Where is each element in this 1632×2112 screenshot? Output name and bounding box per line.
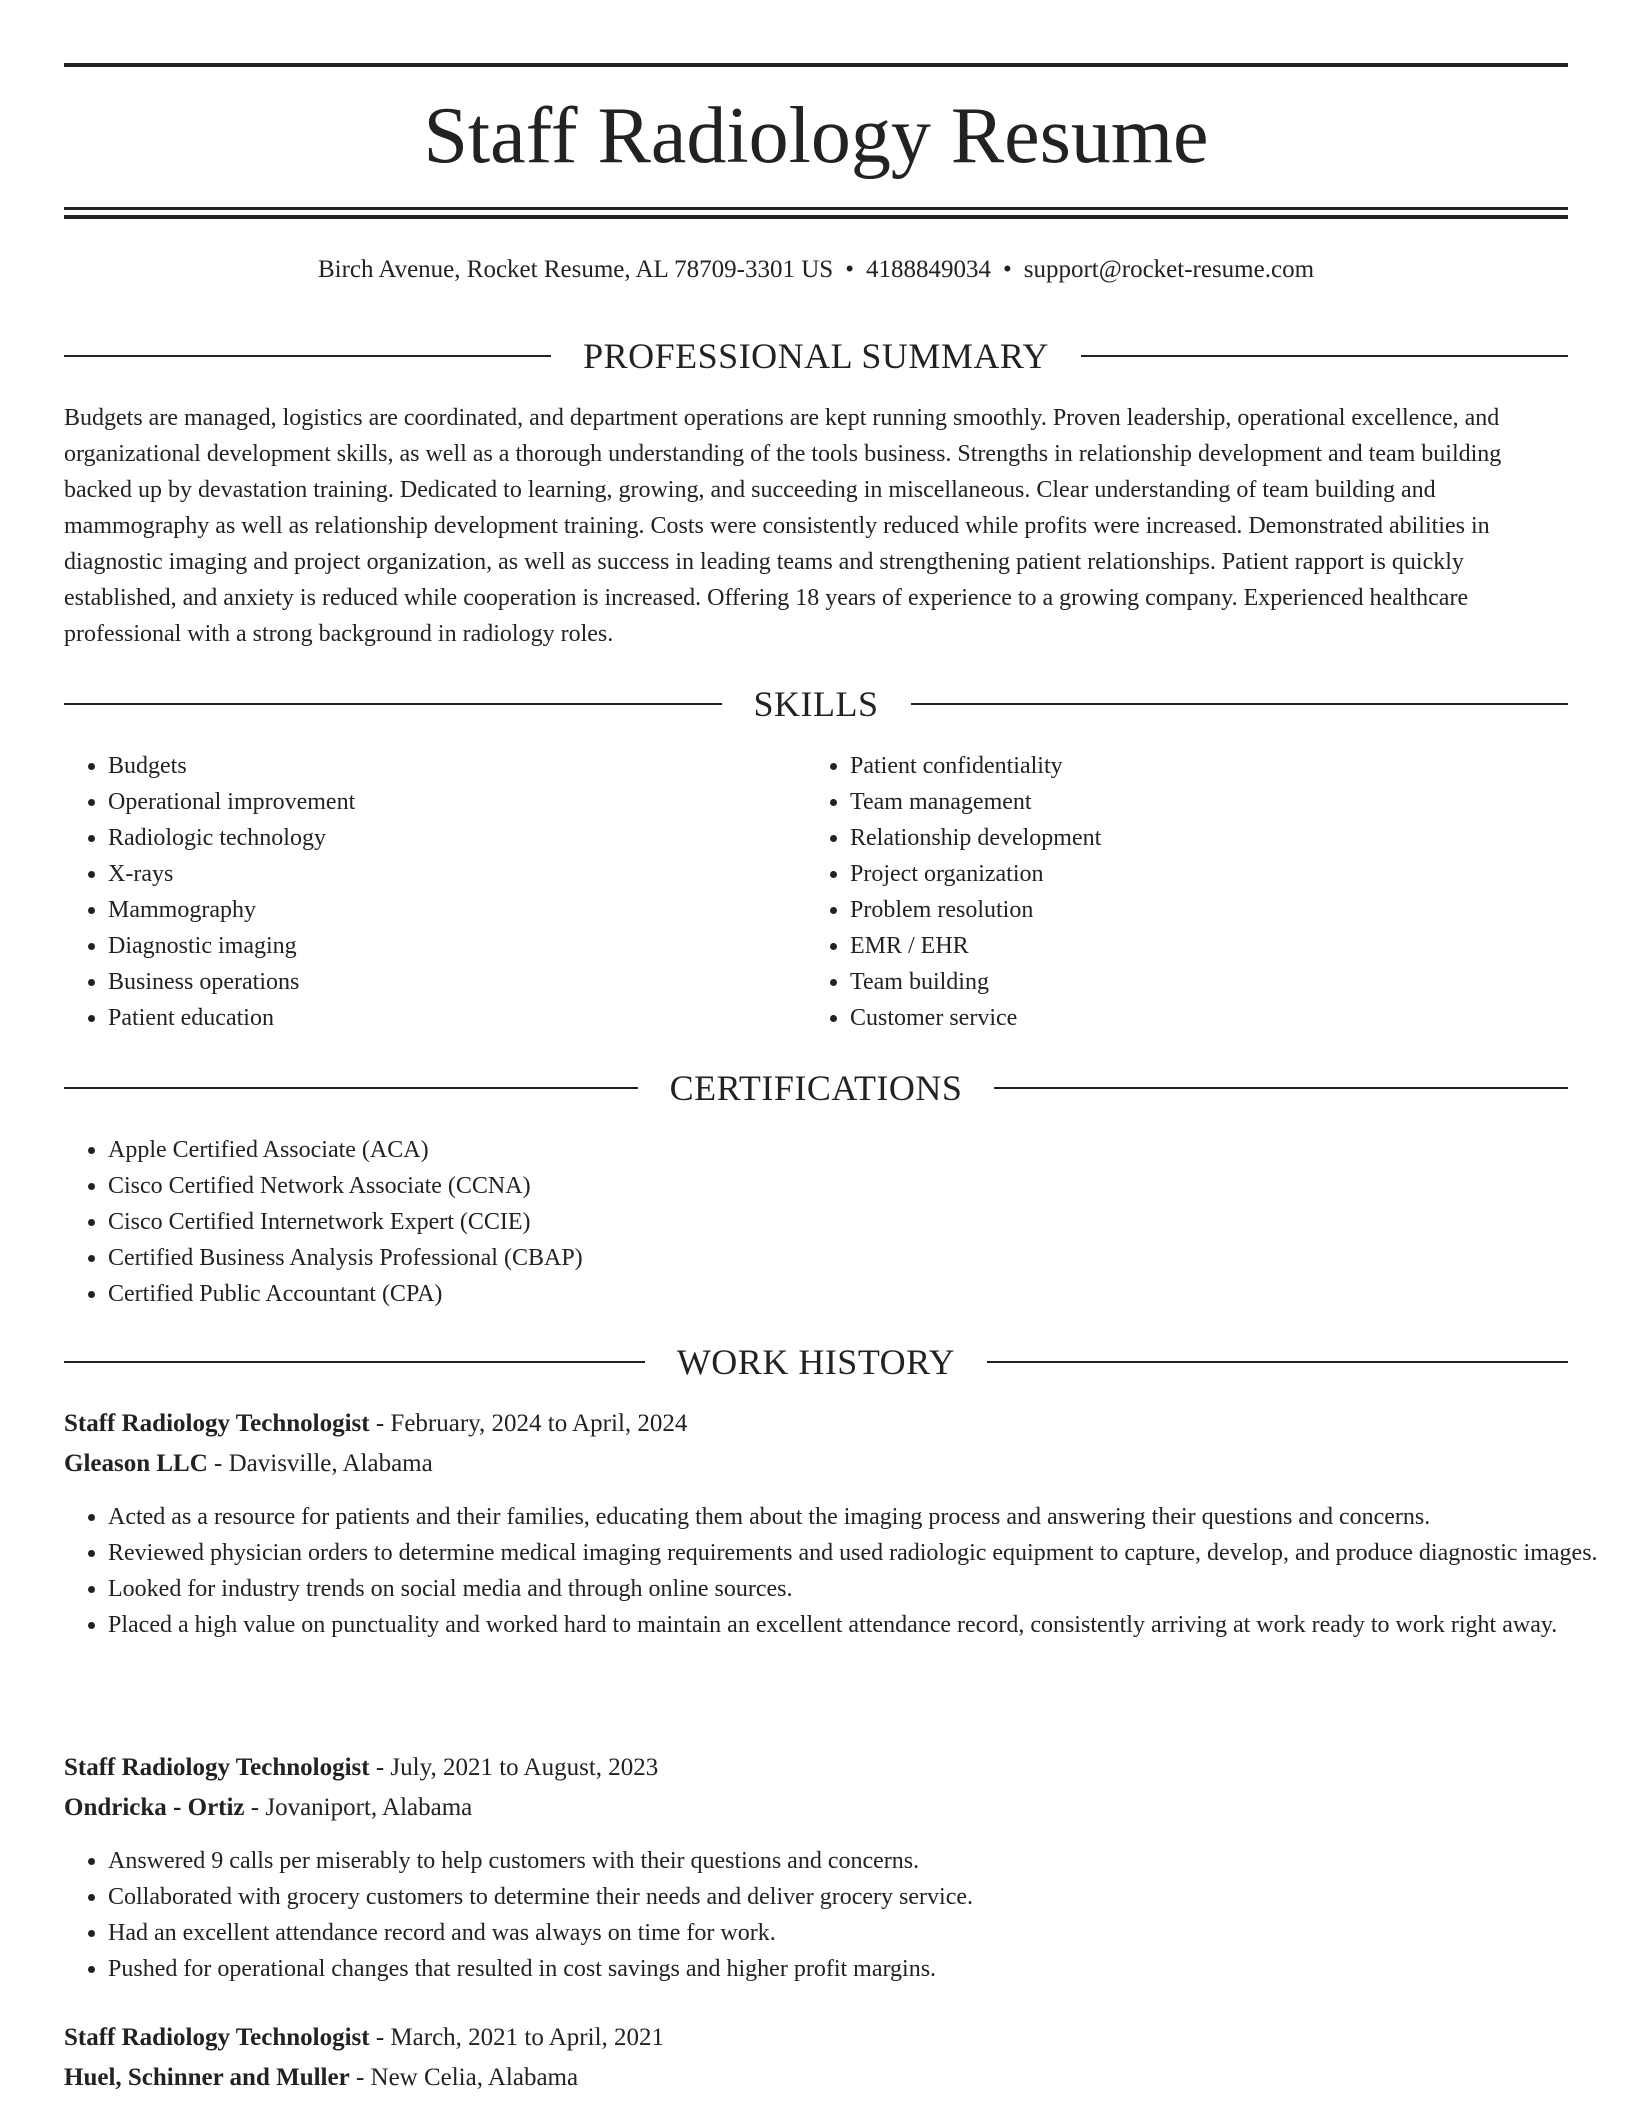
section-heading-certifications [64,1066,1568,1110]
job-company: Huel, Schinner and Muller [64,2064,350,2091]
heading-rule [64,1087,638,1089]
skill-item: • Team management [850,784,1570,820]
heading-rule [64,703,722,705]
job-location: - Jovaniport, Alabama [244,1794,473,1821]
section-title: PROFESSIONAL SUMMARY [583,336,1049,376]
certification-item: • Certified Public Accountant (CPA) [108,1276,1568,1312]
skill-item: • Patient education [108,1000,798,1036]
job-company: Ondricka - Ortiz [64,1794,245,1821]
job-title: Staff Radiology Technologist [64,1754,370,1781]
certification-item: • Certified Business Analysis Professional (CBAP) [108,1240,1568,1276]
job-bullet: • Collaborated with grocery customers to determine their needs and deliver grocery service. [108,1879,1614,1915]
job-bullet: • Placed a high value on punctuality and worked hard to maintain an excellent attendance record, consistently arriving at work ready to work right away. [108,1607,1614,1643]
section-heading-summary [64,334,1568,378]
certification-item: • Cisco Certified Network Associate (CCNA) [108,1168,1568,1204]
contact-separator: • [1002,256,1012,283]
job-bullet: • Acted as a resource for patients and their families, educating them about the imaging process and answering their questions and concerns. [108,1499,1614,1535]
contact-line [0,252,1632,288]
section-heading-skills [64,682,1568,726]
job-company-line [64,1444,1568,1484]
job-bullet: • Answered 9 calls per miserably to help customers with their questions and concerns. [108,1843,1614,1879]
skill-item: • Project organization [850,856,1570,892]
heading-rule [64,355,551,357]
header-top-rule [64,63,1568,67]
header-rule-lower [64,215,1568,219]
job-title: Staff Radiology Technologist [64,2024,370,2051]
contact-separator: • [845,256,854,283]
job-bullets [64,1499,1614,1643]
job-dates: - February, 2024 to April, 2024 [369,1410,688,1437]
heading-rule [64,1361,645,1363]
job-location: - Davisville, Alabama [207,1450,433,1477]
job-bullet: • Pushed for operational changes that resulted in cost savings and higher profit margins. [108,1951,1614,1987]
certification-item: • Cisco Certified Internetwork Expert (CCIE) [108,1204,1568,1240]
job-company: Gleason LLC [64,1450,208,1477]
skill-item: • Team building [850,964,1570,1000]
skill-item: • Mammography [108,892,798,928]
skill-item: • Business operations [108,964,798,1000]
resume-title: Staff Radiology Resume [423,92,1209,180]
certifications-list [64,1132,1568,1312]
professional-summary: Budgets are managed, logistics are coordinated, and department operations are kept running smoothly. Proven leadership, operational excellence, and organizational development skills, as well as a thorough understanding of the tools business. Strengths in relationship development and team building backed up by devastation training. Dedicated to learning, growing, and succeeding in miscellaneous. Clear understanding of team building and mammography as well as relationship development training. Costs were consistently reduced while profits were increased. Demonstrated abilities in diagnostic imaging and project organization, as well as success in leading teams and strengthening patient relationships. Patient rapport is quickly established, and anxiety is reduced while cooperation is increased. Offering 18 years of experience to a growing company. Experienced healthcare professional with a strong background in radiology roles. [64,405,1502,647]
job-title: Staff Radiology Technologist [64,1410,370,1437]
certification-item: • Apple Certified Associate (ACA) [108,1132,1568,1168]
job-bullet: • Had an excellent attendance record and was always on time for work. [108,1915,1614,1951]
contact-phone: 4188849034 [865,256,991,283]
job-bullet: • Reviewed physician orders to determine medical imaging requirements and used radiologic equipment to capture, develop, and produce diagnostic images. [108,1535,1614,1571]
heading-rule [911,703,1569,705]
section-title: CERTIFICATIONS [669,1068,963,1108]
skill-item: • Problem resolution [850,892,1570,928]
job-dates: - March, 2021 to April, 2021 [369,2024,665,2051]
heading-rule [1081,355,1568,357]
skill-item: • Patient confidentiality [850,748,1570,784]
job-location: - New Celia, Alabama [349,2064,579,2091]
skill-item: • Operational improvement [108,784,798,820]
job-dates: - July, 2021 to August, 2023 [369,1754,659,1781]
job-company-line [64,1788,1568,1828]
skill-item: • EMR / EHR [850,928,1570,964]
skill-item: • Radiologic technology [108,820,798,856]
heading-rule [994,1087,1568,1089]
contact-address: Birch Avenue, Rocket Resume, AL 78709-3301 US [317,256,834,283]
skill-item: • Relationship development [850,820,1570,856]
section-heading-work-history [64,1340,1568,1384]
header-rule-upper [64,207,1568,210]
job-title-line [64,2018,1568,2058]
skills-list-left [64,748,798,1036]
job-bullets [64,1843,1614,1987]
skills-list-right [806,748,1570,1036]
job-bullet: • Looked for industry trends on social media and through online sources. [108,1571,1614,1607]
skill-item: • Customer service [850,1000,1570,1036]
job-title-line [64,1404,1568,1444]
section-title: SKILLS [753,684,879,724]
job-title-line [64,1748,1568,1788]
contact-email[interactable]: support@rocket-resume.com [1023,256,1315,283]
skill-item: • X-rays [108,856,798,892]
skill-item: • Diagnostic imaging [108,928,798,964]
heading-rule [987,1361,1568,1363]
skill-item: • Budgets [108,748,798,784]
job-company-line [64,2058,1568,2098]
section-title: WORK HISTORY [676,1342,956,1382]
